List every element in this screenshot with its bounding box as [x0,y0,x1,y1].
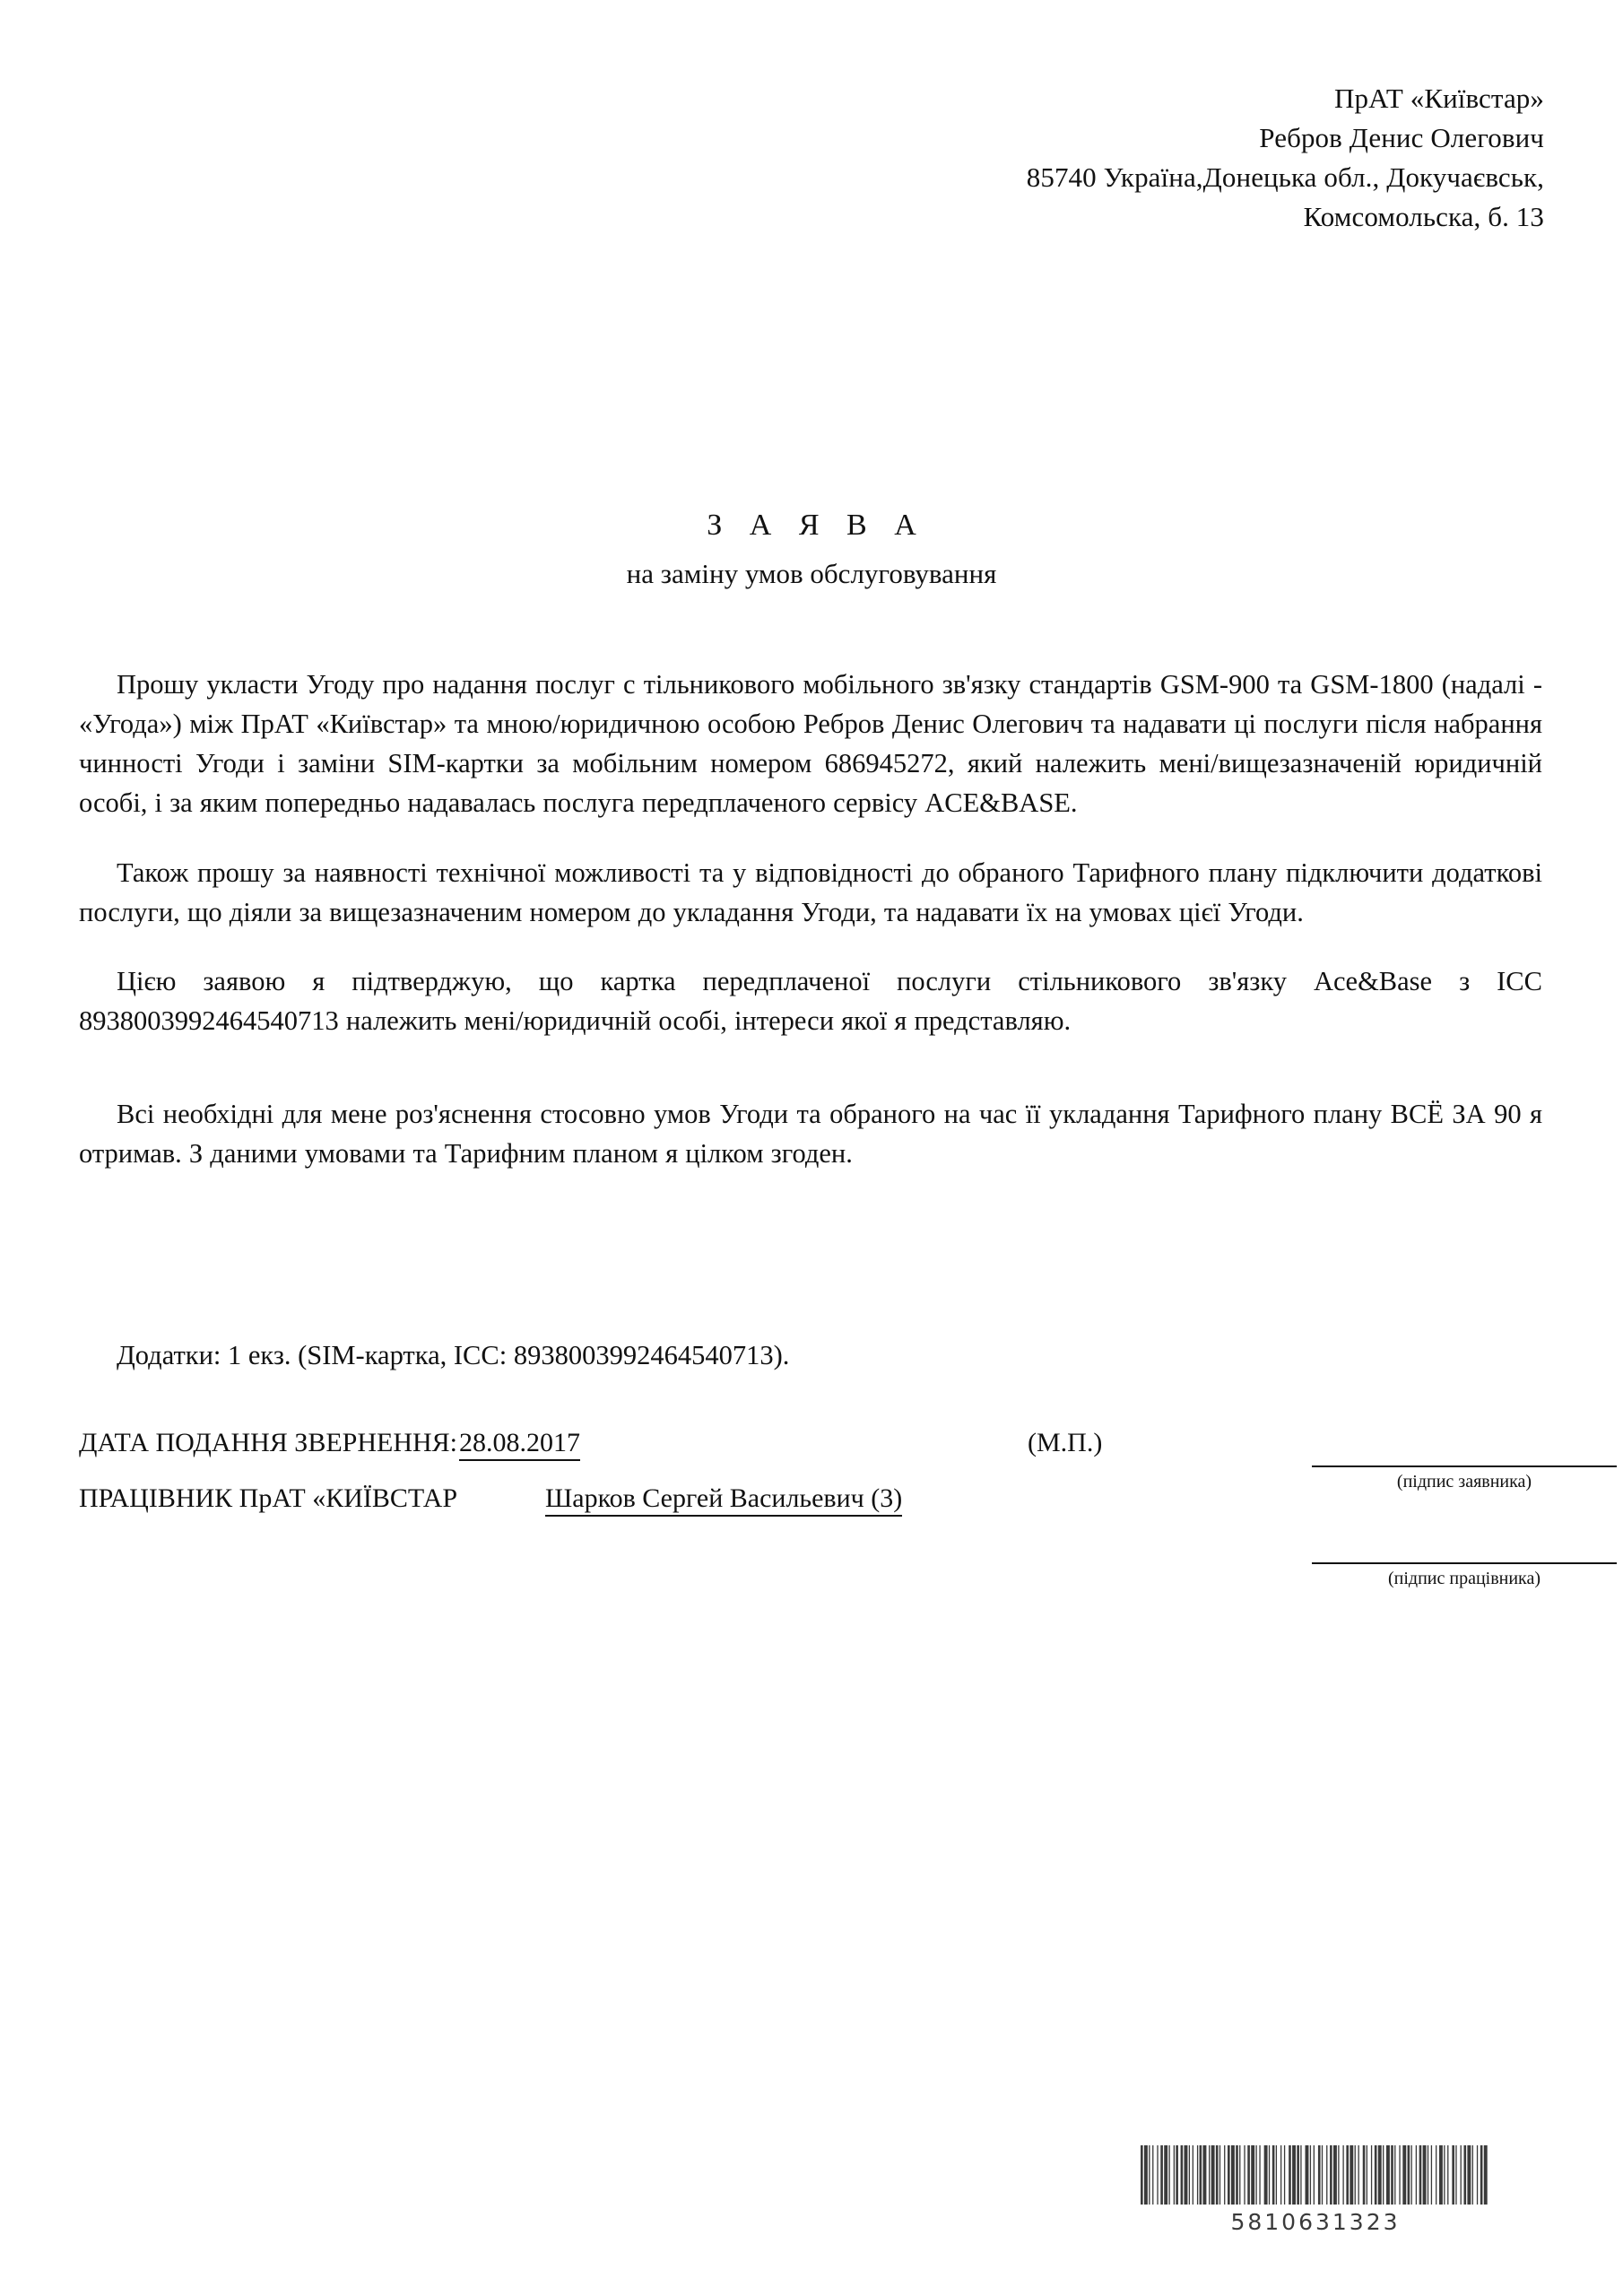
body-paragraph-2: Також прошу за наявності технічної можливості та у відповідності до обраного Тарифного плану підключити додаткові послуги, що діяли за вищезазначеним номером до укладання Угоди, та надавати їх на умовах цієї Угоди. [79,857,1542,927]
body-paragraph-3: Цією заявою я підтверджую, що картка передплаченої послуги стільникового зв'язку Ace&Base з ICC 8938003992464540713 належить мені/юридичній особі, інтереси якої я представляю. [79,966,1542,1037]
addressee-address-city: 85740 Україна,Донецька обл., Докучаєвськ, [1026,161,1544,194]
submission-date-label: ДАТА ПОДАННЯ ЗВЕРНЕННЯ: [79,1428,458,1457]
barcode-icon [1141,2145,1488,2205]
applicant-signature-field[interactable] [1312,1465,1617,1492]
addressee-person: Ребров Денис Олегович [1259,122,1544,154]
applicant-signature-caption: (підпис заявника) [1396,1472,1532,1492]
addressee-company: ПрАТ «Київстар» [1333,83,1544,114]
worker-name-value[interactable]: Шарков Сергей Васильевич (3) [545,1483,902,1517]
employee-signature-rule [1312,1562,1617,1564]
signature-area [79,1428,1542,1588]
worker-label: ПРАЦІВНИК ПрАТ «КИЇВСТАР [79,1483,458,1513]
addressee-header [809,79,1544,237]
document-title-block [0,508,1623,590]
employee-signature-caption: (підпис працівника) [1387,1569,1541,1588]
document-body [79,665,1542,1205]
addressee-address-street: Комсомольска, б. 13 [1303,201,1544,233]
body-paragraph-4: Всі необхідні для мене роз'яснення стосовно умов Угоди та обраного на час її укладання Тарифного плану ВСЁ ЗА 90 я отримав. З даними умовами та Тарифним планом я цілком згоден. [79,1099,1542,1170]
submission-date-value[interactable]: 28.08.2017 [459,1428,580,1461]
applicant-signature-rule [1312,1465,1617,1467]
stamp-placeholder-label: (М.П.) [1028,1428,1103,1457]
page-title: З А Я В А [707,509,926,542]
page-subtitle: на заміну умов обслуговування [626,557,997,589]
barcode-block [1141,2145,1490,2235]
attachments-line: Додатки: 1 екз. (SIM-картка, ICC: 8938003992464540713). [117,1340,790,1370]
barcode-number: 5810631323 [1230,2209,1401,2235]
body-paragraph-1: Прошу укласти Угоду про надання послуг с тільникового мобільного зв'язку стандартів GSM-900 та GSM-1800 (надалі - «Угода») між ПрАТ «Київстар» та мною/юридичною особою Ребров Денис Олегович та надавати ці послуги після набрання чинності Угоди і заміни SIM-картки за мобільним номером 686945272, який належить мені/вищезазначеній юридичній особі, і за яким попередньо надавалась послуга передплаченого сервісу ACE&BASE. [79,669,1542,818]
employee-signature-field[interactable] [1312,1562,1617,1588]
